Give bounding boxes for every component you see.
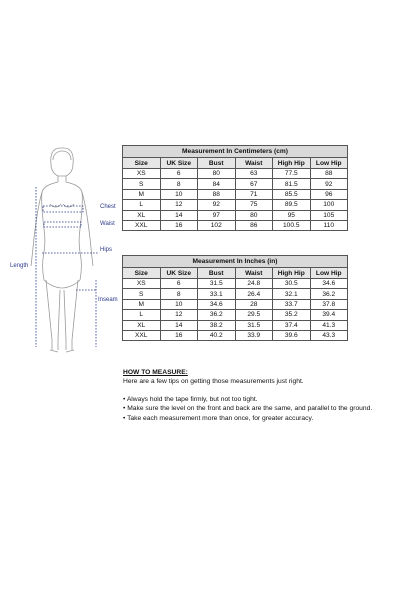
inch-table-title: Measurement In Inches (in) xyxy=(122,255,348,267)
cm-size-table xyxy=(122,157,348,231)
table-cell: 80 xyxy=(235,210,273,220)
table-cell: 89.5 xyxy=(273,200,311,210)
list-item: • Make sure the level on the front and back are the same, and parallel to the ground. xyxy=(123,405,373,413)
table-cell: 10 xyxy=(160,299,198,309)
table-cell: 85.5 xyxy=(273,189,311,199)
table-cell: 14 xyxy=(160,320,198,330)
cm-table-block xyxy=(122,145,348,231)
table-cell: XXL xyxy=(123,220,161,230)
table-cell: 100.5 xyxy=(273,220,311,230)
table-cell: XL xyxy=(123,210,161,220)
table-cell: 16 xyxy=(160,220,198,230)
table-cell: 33.7 xyxy=(273,299,311,309)
table-cell: 36.2 xyxy=(198,310,236,320)
body-measurement-figure xyxy=(6,140,120,365)
column-header: High Hip xyxy=(273,268,311,279)
table-cell: 102 xyxy=(198,220,236,230)
column-header: Low Hip xyxy=(310,268,348,279)
table-cell: 33.1 xyxy=(198,289,236,299)
table-row xyxy=(123,189,348,199)
table-row xyxy=(123,220,348,230)
column-header: Bust xyxy=(198,158,236,169)
table-row xyxy=(123,320,348,330)
table-cell: 95 xyxy=(273,210,311,220)
table-cell: M xyxy=(123,189,161,199)
table-cell: 41.3 xyxy=(310,320,348,330)
table-cell: 31.5 xyxy=(235,320,273,330)
column-header: Size xyxy=(123,158,161,169)
table-cell: 36.2 xyxy=(310,289,348,299)
table-row xyxy=(123,289,348,299)
table-cell: XS xyxy=(123,169,161,179)
chest-label: Chest xyxy=(100,204,116,210)
table-cell: 86 xyxy=(235,220,273,230)
table-cell: 75 xyxy=(235,200,273,210)
table-cell: 81.5 xyxy=(273,179,311,189)
table-row xyxy=(123,330,348,340)
table-cell: 39.6 xyxy=(273,330,311,340)
table-cell: XS xyxy=(123,279,161,289)
table-row xyxy=(123,299,348,309)
table-cell: 6 xyxy=(160,279,198,289)
table-cell: 26.4 xyxy=(235,289,273,299)
column-header: UK Size xyxy=(160,268,198,279)
table-cell: XXL xyxy=(123,330,161,340)
table-cell: 6 xyxy=(160,169,198,179)
table-cell: 40.2 xyxy=(198,330,236,340)
column-header: High Hip xyxy=(273,158,311,169)
inch-size-table xyxy=(122,267,348,341)
table-row xyxy=(123,310,348,320)
table-cell: 63 xyxy=(235,169,273,179)
how-to-measure-title: HOW TO MEASURE: xyxy=(123,369,188,376)
measure-tips-list xyxy=(123,395,383,423)
table-cell: 34.6 xyxy=(198,299,236,309)
how-to-measure-intro: Here are a few tips on getting those measurements just right. xyxy=(123,378,304,386)
table-cell: 37.8 xyxy=(310,299,348,309)
column-header: Waist xyxy=(235,268,273,279)
table-cell: 97 xyxy=(198,210,236,220)
table-cell: 24.8 xyxy=(235,279,273,289)
inch-table-block xyxy=(122,255,348,341)
table-cell: 67 xyxy=(235,179,273,189)
table-cell: L xyxy=(123,200,161,210)
table-cell: 14 xyxy=(160,210,198,220)
table-cell: 28 xyxy=(235,299,273,309)
table-cell: 105 xyxy=(310,210,348,220)
table-cell: 88 xyxy=(198,189,236,199)
table-row xyxy=(123,200,348,210)
table-cell: 8 xyxy=(160,289,198,299)
table-cell: 8 xyxy=(160,179,198,189)
column-header: Waist xyxy=(235,158,273,169)
cm-table-title: Measurement In Centimeters (cm) xyxy=(122,145,348,157)
table-row xyxy=(123,279,348,289)
table-cell: 10 xyxy=(160,189,198,199)
table-cell: 92 xyxy=(310,179,348,189)
table-cell: 92 xyxy=(198,200,236,210)
table-cell: 12 xyxy=(160,310,198,320)
table-cell: 84 xyxy=(198,179,236,189)
table-cell: 32.1 xyxy=(273,289,311,299)
table-cell: 33.9 xyxy=(235,330,273,340)
table-cell: 39.4 xyxy=(310,310,348,320)
table-cell: 80 xyxy=(198,169,236,179)
list-item: • Take each measurement more than once, for greater accuracy. xyxy=(123,414,314,422)
how-to-measure-section xyxy=(123,368,383,423)
table-cell: 30.5 xyxy=(273,279,311,289)
list-item: • Always hold the tape firmly, but not too tight. xyxy=(123,395,258,403)
table-cell: 43.3 xyxy=(310,330,348,340)
table-cell: 16 xyxy=(160,330,198,340)
table-cell: 110 xyxy=(310,220,348,230)
inseam-label: Inseam xyxy=(98,297,118,303)
table-header-row xyxy=(123,158,348,169)
hips-label: Hips xyxy=(100,247,113,253)
table-cell: 38.2 xyxy=(198,320,236,330)
table-cell: 100 xyxy=(310,200,348,210)
table-row xyxy=(123,169,348,179)
table-row xyxy=(123,179,348,189)
column-header: Low Hip xyxy=(310,158,348,169)
table-cell: 71 xyxy=(235,189,273,199)
table-cell: 34.6 xyxy=(310,279,348,289)
table-cell: M xyxy=(123,299,161,309)
table-cell: 37.4 xyxy=(273,320,311,330)
table-header-row xyxy=(123,268,348,279)
column-header: UK Size xyxy=(160,158,198,169)
table-cell: S xyxy=(123,289,161,299)
table-cell: 35.2 xyxy=(273,310,311,320)
table-cell: L xyxy=(123,310,161,320)
waist-label: Waist xyxy=(100,221,115,227)
column-header: Bust xyxy=(198,268,236,279)
table-cell: 88 xyxy=(310,169,348,179)
length-label: Length xyxy=(10,263,29,269)
table-cell: XL xyxy=(123,320,161,330)
table-cell: 77.5 xyxy=(273,169,311,179)
table-cell: 12 xyxy=(160,200,198,210)
table-cell: 29.5 xyxy=(235,310,273,320)
column-header: Size xyxy=(123,268,161,279)
table-cell: S xyxy=(123,179,161,189)
table-row xyxy=(123,210,348,220)
table-cell: 31.5 xyxy=(198,279,236,289)
table-cell: 96 xyxy=(310,189,348,199)
